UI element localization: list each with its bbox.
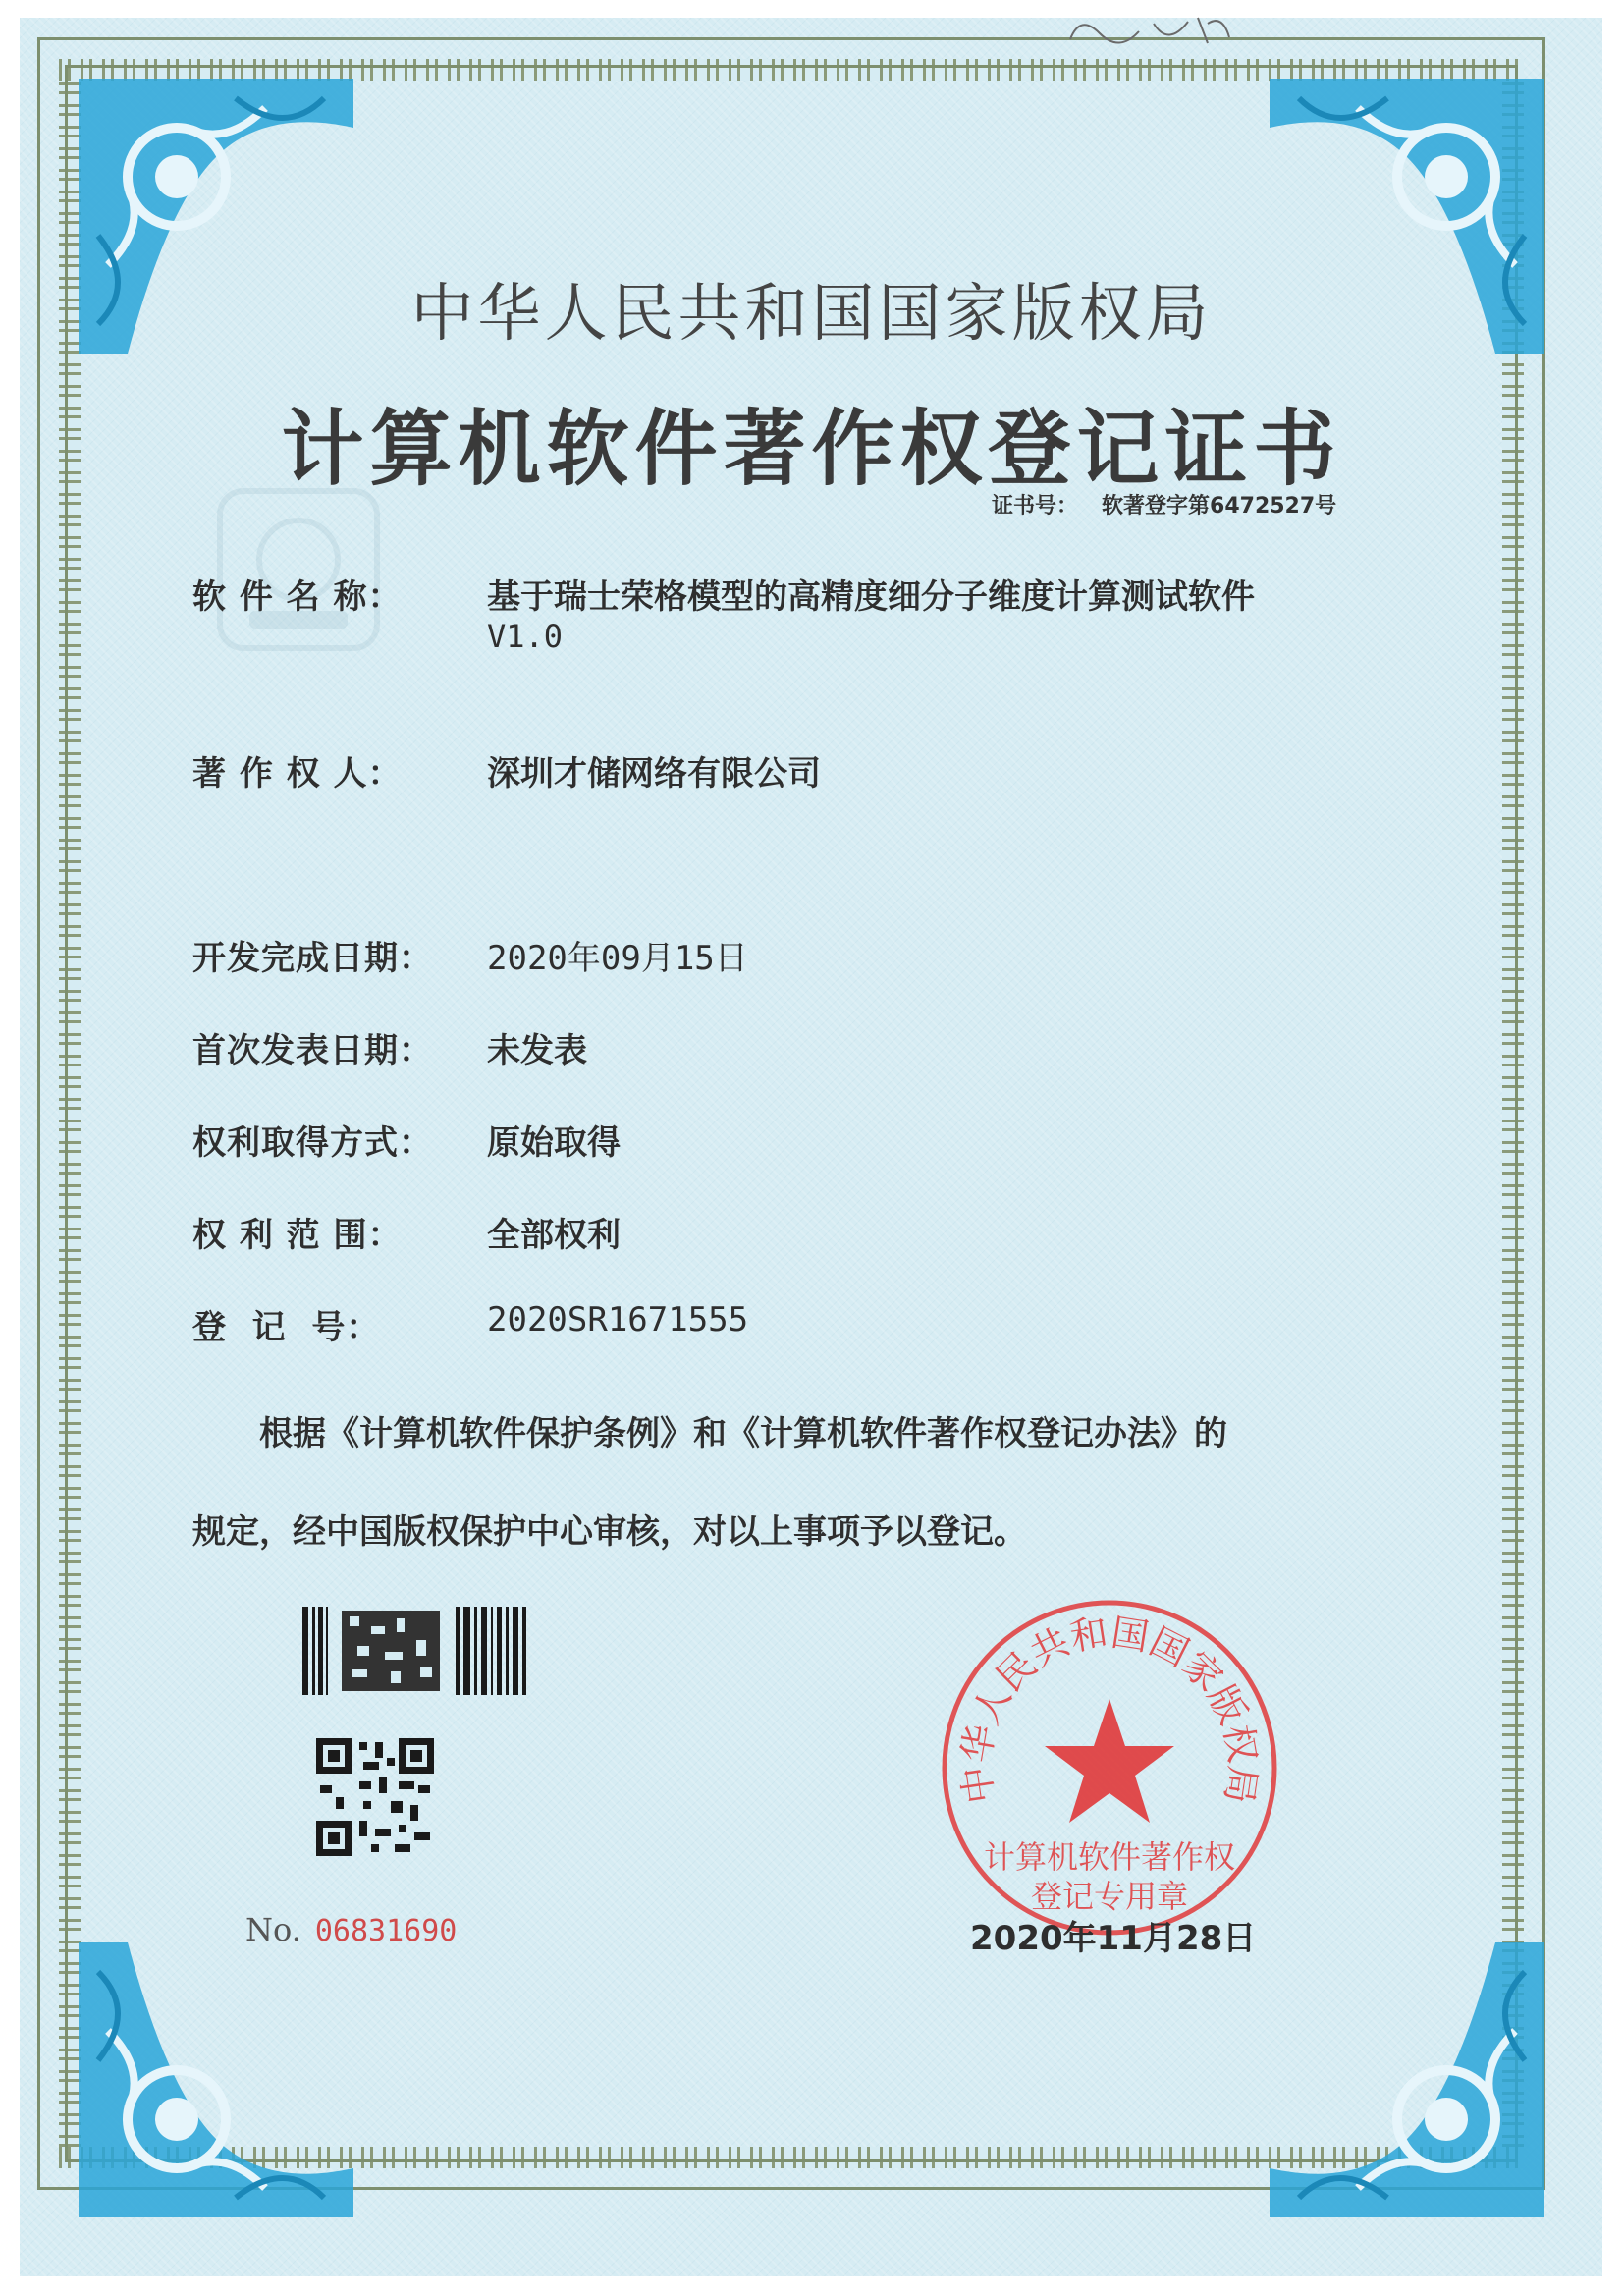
certificate-number [992,489,1336,519]
seal-line-2: 登记专用章 [1030,1878,1189,1915]
completion-date-label: 开发完成日期： [192,939,433,978]
field-software-name [192,570,1420,655]
scope-value: 全部权利 [487,1216,621,1255]
statement-line-2: 规定，经中国版权保护中心审核，对以上事项予以登记。 [192,1512,1027,1552]
publish-date-label: 首次发表日期： [192,1031,433,1070]
software-name-value: 基于瑞士荣格模型的高精度细分子维度计算测试软件 [487,577,1255,617]
field-owner [192,746,821,794]
star-icon [1045,1699,1174,1823]
corner-ornament-icon [1260,1933,1554,2227]
software-version: V1.0 [487,618,564,655]
acquisition-label: 权利取得方式： [192,1123,433,1163]
field-completion-date [192,931,748,979]
completion-date-value: 2020年09月15日 [487,939,748,978]
seal-arc-text: 中华人民共和国国家版权局 [953,1610,1266,1807]
certificate-number-label: 证书号： [992,494,1079,519]
agency-name: 中华人民共和国国家版权局 [410,278,1213,351]
barcode-icon [302,1607,534,1695]
registration-number-value: 2020SR1671555 [487,1300,749,1339]
owner-value: 深圳才储网络有限公司 [487,754,821,793]
seal-line-1: 计算机软件著作权 [983,1838,1236,1876]
acquisition-value: 原始取得 [487,1123,621,1163]
handwritten-mark [1060,4,1237,53]
official-seal [933,1591,1286,1944]
serial-label: No. [245,1911,301,1948]
scope-label: 权 利 范 围： [192,1216,403,1255]
qr-code-icon [316,1738,434,1856]
field-publish-date [192,1023,587,1071]
issue-date: 2020年11月28日 [970,1919,1257,1958]
corner-ornament-icon [69,1933,363,2227]
certificate-number-value: 软著登字第6472527号 [1102,494,1337,519]
statement-line-1: 根据《计算机软件保护条例》和《计算机软件著作权登记办法》的 [259,1414,1227,1453]
serial-value: 06831690 [314,1914,458,1948]
field-scope [192,1208,621,1256]
software-name-label: 软 件 名 称： [192,577,403,617]
registration-number-label: 登 记 号： [192,1308,381,1347]
field-registration-number [192,1300,748,1348]
certificate-title: 计算机软件著作权登记证书 [281,401,1342,497]
owner-label: 著 作 权 人： [192,754,403,793]
publish-date-value: 未发表 [487,1031,587,1070]
field-acquisition [192,1116,621,1164]
serial-number [245,1911,457,1948]
certificate-inner-border [65,65,1518,2162]
